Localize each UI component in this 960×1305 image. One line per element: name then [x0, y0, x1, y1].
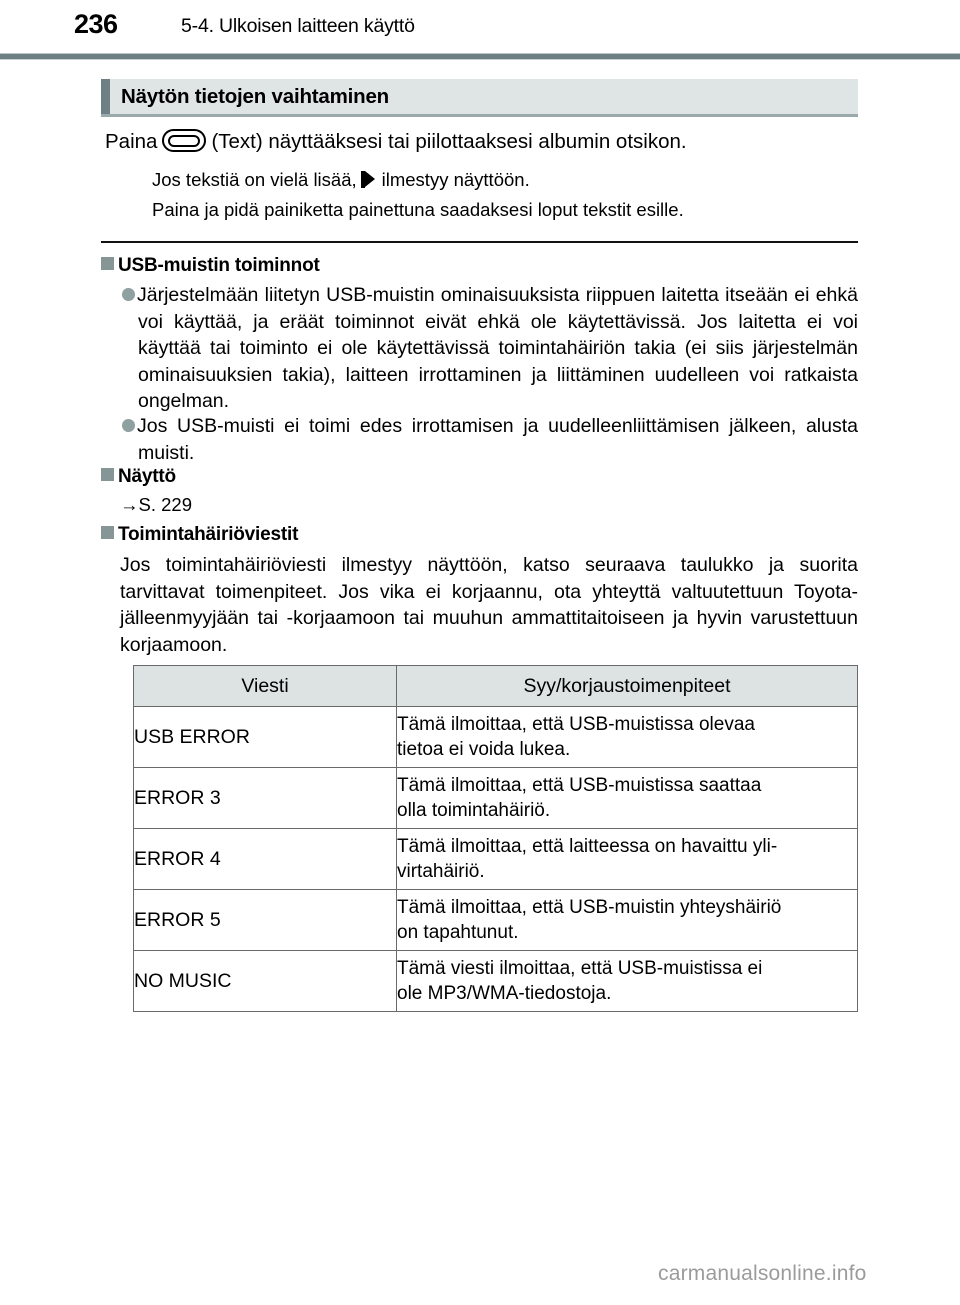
list-item — [122, 413, 858, 466]
cell-description-line: Tämä ilmoittaa, että USB-muistin yhteyshäiriö — [397, 897, 782, 918]
right-triangle-icon — [361, 171, 375, 188]
content-divider — [101, 241, 858, 243]
cell-message: NO MUSIC — [134, 951, 397, 1012]
list-item-text: Järjestelmään liitetyn USB-muistin ominaisuuksista riippuen laitetta itseään ei ehkä voi käyttää, ja eräät toiminnot eivät ehkä ole käytettävissä. Jos laitetta ei voi käyttää tai toiminto ei ole käytettävissä toimintahäiriön takia (ei siis järjestelmän ominaisuuksien takia), laitteen irrottaminen ja liittäminen uudelleen voi ratkaista ongelman. — [137, 284, 858, 412]
site-watermark: carmanualsonline.info — [658, 1262, 867, 1285]
table-row — [134, 707, 858, 768]
note-text-before: Jos tekstiä on vielä lisää, — [152, 169, 357, 190]
note-text-after: ilmestyy näyttöön. — [381, 169, 530, 190]
cell-description-line: Tämä ilmoittaa, että laitteessa on havaittu yli- — [397, 836, 778, 857]
error-messages-paragraph: Jos toimintahäiriöviesti ilmestyy näyttöön, katso seuraava taulukko ja suorita tarvittavat toimenpiteet. Jos vika ei korjaannu, ota yhteyttä valtuutettuun Toyota-jälleenmyyjään tai -korjaamoon tai muuhun ammattitaitoiseen ja hyvin varustettuun korjaamoon. — [120, 554, 858, 656]
cell-message: ERROR 3 — [134, 768, 397, 829]
heading-usb-functions — [101, 255, 320, 277]
heading-display — [101, 466, 176, 488]
cell-description-line: olla toimintahäiriö. — [397, 800, 551, 821]
intro-note-line-2: Paina ja pidä painiketta painettuna saadaksesi loput tekstit esille. — [152, 199, 684, 220]
cell-description-line: virtahäiriö. — [397, 861, 485, 882]
page-header — [0, 0, 960, 52]
cell-description-line: on tapahtunut. — [397, 922, 519, 943]
column-header-message: Viesti — [134, 666, 397, 707]
page-reference: →S. 229 — [120, 494, 192, 515]
table-row — [134, 951, 858, 1012]
heading-usb-functions-label: USB-muistin toiminnot — [118, 255, 320, 276]
cell-description — [397, 829, 858, 890]
table-row — [134, 768, 858, 829]
square-bullet-icon — [101, 526, 114, 539]
table-row — [134, 890, 858, 951]
cell-description — [397, 707, 858, 768]
table-row — [134, 829, 858, 890]
cell-description — [397, 768, 858, 829]
table-header-row — [134, 666, 858, 707]
heading-error-messages-label: Toimintahäiriöviestit — [118, 524, 299, 545]
rounded-rect-button-icon — [162, 129, 206, 152]
header-divider — [0, 53, 960, 60]
page-number: 236 — [74, 9, 118, 39]
heading-error-messages — [101, 524, 298, 546]
intro-note-line-1 — [152, 169, 530, 191]
section-banner — [101, 79, 858, 117]
banner-accent-bar — [101, 79, 110, 114]
intro-text-before: Paina — [105, 130, 158, 153]
cell-description — [397, 951, 858, 1012]
intro-instruction — [105, 129, 687, 154]
cell-description-line: ole MP3/WMA-tiedostoja. — [397, 983, 612, 1004]
error-message-table — [133, 665, 858, 1012]
square-bullet-icon — [101, 468, 114, 481]
round-bullet-icon — [122, 288, 135, 301]
cell-description-line: tietoa ei voida lukea. — [397, 739, 571, 760]
section-title: Näytön tietojen vaihtaminen — [121, 85, 389, 108]
heading-display-label: Näyttö — [118, 466, 176, 487]
square-bullet-icon — [101, 257, 114, 270]
cell-description-line: Tämä ilmoittaa, että USB-muistissa olevaa — [397, 714, 755, 735]
cell-description-line: Tämä viesti ilmoittaa, että USB-muistissa ei — [397, 958, 763, 979]
list-item — [122, 282, 858, 415]
cell-message: ERROR 5 — [134, 890, 397, 951]
intro-text-after: (Text) näyttääksesi tai piilottaaksesi albumin otsikon. — [211, 130, 687, 153]
round-bullet-icon — [122, 419, 135, 432]
chapter-title: 5-4. Ulkoisen laitteen käyttö — [181, 15, 415, 37]
list-item-text: Jos USB-muisti ei toimi edes irrottamisen ja uudelleenliittämisen jälkeen, alusta muisti. — [137, 415, 858, 464]
cell-message: ERROR 4 — [134, 829, 397, 890]
column-header-cause: Syy/korjaustoimenpiteet — [397, 666, 858, 707]
cell-message: USB ERROR — [134, 707, 397, 768]
cell-description — [397, 890, 858, 951]
cell-description-line: Tämä ilmoittaa, että USB-muistissa saattaa — [397, 775, 762, 796]
